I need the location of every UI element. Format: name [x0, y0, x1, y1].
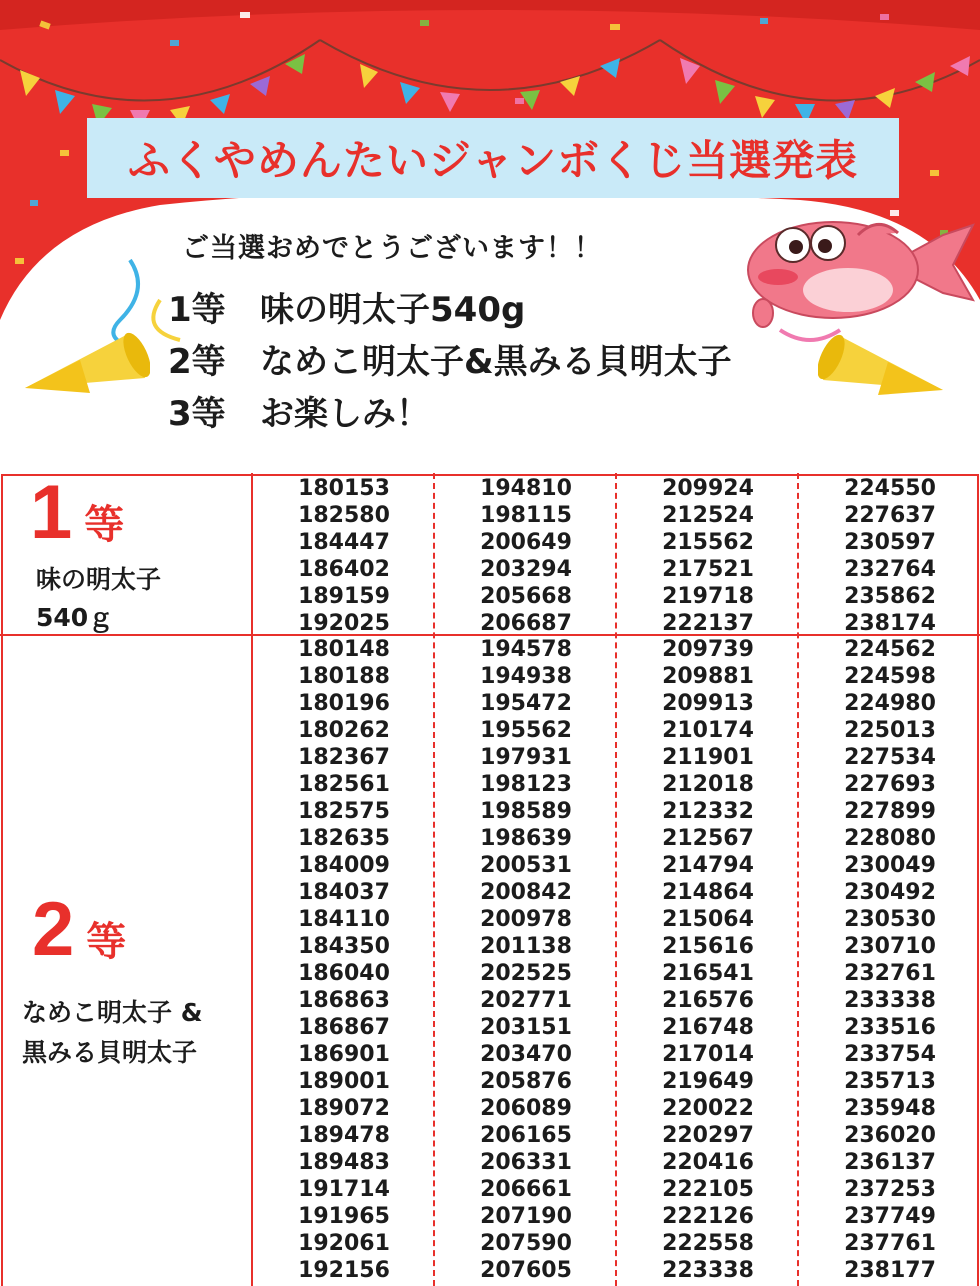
winning-number: 207605 — [480, 1258, 572, 1283]
winning-number: 216748 — [662, 1015, 754, 1040]
winning-number: 192156 — [298, 1258, 390, 1283]
winning-number: 182561 — [298, 772, 390, 797]
winning-number: 217014 — [662, 1042, 754, 1067]
winning-number: 206089 — [480, 1096, 572, 1121]
tier-1-number-column — [436, 475, 616, 637]
winning-number: 184037 — [298, 880, 390, 905]
page-title: ふくやめんたいジャンボくじ当選発表 — [127, 136, 859, 185]
winning-number: 194810 — [480, 476, 572, 501]
winning-number: 215616 — [662, 934, 754, 959]
winning-number: 180262 — [298, 718, 390, 743]
tier-2-prize-name — [22, 993, 203, 1073]
winning-number: 230710 — [844, 934, 936, 959]
prize-rank: 3等 — [168, 394, 226, 434]
winning-number: 200531 — [480, 853, 572, 878]
winning-number: 219718 — [662, 584, 754, 609]
winning-number: 198639 — [480, 826, 572, 851]
winning-number: 200842 — [480, 880, 572, 905]
tier-kanji: 等 — [84, 503, 125, 547]
prize-description: お楽しみ！ — [260, 394, 430, 434]
winning-number: 230597 — [844, 530, 936, 555]
tier-1-number-column — [800, 475, 980, 637]
winning-number: 180196 — [298, 691, 390, 716]
winning-number: 217521 — [662, 557, 754, 582]
winning-number: 209913 — [662, 691, 754, 716]
winning-number: 182635 — [298, 826, 390, 851]
winning-number: 216541 — [662, 961, 754, 986]
winning-number: 203470 — [480, 1042, 572, 1067]
winning-number: 201138 — [480, 934, 572, 959]
winning-number: 238177 — [844, 1258, 936, 1283]
tier-number: 1 — [30, 470, 73, 555]
winning-number: 220022 — [662, 1096, 754, 1121]
winning-number: 186901 — [298, 1042, 390, 1067]
winning-number: 222105 — [662, 1177, 754, 1202]
prize-description: なめこ明太子&黒みる貝明太子 — [260, 342, 732, 382]
tier-1-number-column — [618, 475, 798, 637]
winning-number: 230530 — [844, 907, 936, 932]
winning-number: 189001 — [298, 1069, 390, 1094]
winning-number: 180188 — [298, 664, 390, 689]
winning-number: 205668 — [480, 584, 572, 609]
tier-1-heading — [30, 469, 124, 556]
winning-number: 219649 — [662, 1069, 754, 1094]
prize-name-line: 黒みる貝明太子 — [22, 1038, 198, 1067]
winning-number: 206165 — [480, 1123, 572, 1148]
prize-name-line: 540ｇ — [36, 603, 114, 632]
prize-description: 味の明太子540g — [260, 290, 526, 330]
winning-number: 215562 — [662, 530, 754, 555]
winning-number: 186863 — [298, 988, 390, 1013]
winning-number: 191714 — [298, 1177, 390, 1202]
winning-number: 212332 — [662, 799, 754, 824]
party-popper-left-icon — [20, 318, 150, 418]
winning-number: 233754 — [844, 1042, 936, 1067]
winning-number: 207590 — [480, 1231, 572, 1256]
winning-number: 206687 — [480, 611, 572, 636]
winning-number: 233516 — [844, 1015, 936, 1040]
winning-number: 200649 — [480, 530, 572, 555]
winning-number: 192025 — [298, 611, 390, 636]
winning-number: 220297 — [662, 1123, 754, 1148]
winning-number: 222126 — [662, 1204, 754, 1229]
congrats-message: ご当選おめでとうございます！！ — [182, 233, 602, 264]
winning-number: 207190 — [480, 1204, 572, 1229]
winning-number: 205876 — [480, 1069, 572, 1094]
winning-number: 197931 — [480, 745, 572, 770]
winning-number: 220416 — [662, 1150, 754, 1175]
winning-number: 212567 — [662, 826, 754, 851]
winning-number: 184447 — [298, 530, 390, 555]
winning-number: 232764 — [844, 557, 936, 582]
winning-number: 194938 — [480, 664, 572, 689]
tier-2-number-column — [254, 636, 434, 1284]
winning-number: 237749 — [844, 1204, 936, 1229]
winning-number: 235862 — [844, 584, 936, 609]
winning-number: 209924 — [662, 476, 754, 501]
winning-number: 225013 — [844, 718, 936, 743]
tier-1-number-column — [254, 475, 434, 637]
title-banner — [87, 118, 899, 198]
winning-number: 189159 — [298, 584, 390, 609]
winning-number: 237761 — [844, 1231, 936, 1256]
winning-number: 230049 — [844, 853, 936, 878]
winning-number: 203151 — [480, 1015, 572, 1040]
winning-number: 186040 — [298, 961, 390, 986]
winning-number: 198115 — [480, 503, 572, 528]
winning-number: 228080 — [844, 826, 936, 851]
winning-number: 182367 — [298, 745, 390, 770]
winning-number: 212018 — [662, 772, 754, 797]
winning-number: 182575 — [298, 799, 390, 824]
winning-number: 210174 — [662, 718, 754, 743]
winning-number: 236020 — [844, 1123, 936, 1148]
winning-number: 224980 — [844, 691, 936, 716]
tier-2-number-column — [436, 636, 616, 1284]
tier-2-number-column — [618, 636, 798, 1284]
winning-number: 224550 — [844, 476, 936, 501]
winning-number: 209739 — [662, 637, 754, 662]
winning-number: 202771 — [480, 988, 572, 1013]
winning-number: 186867 — [298, 1015, 390, 1040]
winning-numbers-table — [0, 470, 980, 1286]
tier-kanji: 等 — [86, 920, 127, 964]
winning-number: 206661 — [480, 1177, 572, 1202]
winning-number: 233338 — [844, 988, 936, 1013]
winning-number: 189483 — [298, 1150, 390, 1175]
tier-1-label-cell — [2, 470, 251, 634]
winning-number: 227637 — [844, 503, 936, 528]
column-divider — [251, 473, 253, 1286]
winning-number: 214864 — [662, 880, 754, 905]
winning-number: 195562 — [480, 718, 572, 743]
prize-rank: 2等 — [168, 342, 226, 382]
winning-number: 182580 — [298, 503, 390, 528]
winning-number: 232761 — [844, 961, 936, 986]
winning-number: 212524 — [662, 503, 754, 528]
winning-number: 203294 — [480, 557, 572, 582]
prize-summary-2 — [168, 334, 732, 383]
winning-number: 195472 — [480, 691, 572, 716]
party-popper-right-icon — [818, 320, 948, 420]
winning-number: 238174 — [844, 611, 936, 636]
winning-number: 230492 — [844, 880, 936, 905]
hero-banner — [0, 0, 980, 470]
winning-number: 180153 — [298, 476, 390, 501]
winning-number: 236137 — [844, 1150, 936, 1175]
prize-name-line: 味の明太子 — [36, 565, 162, 594]
tier-2-heading — [32, 886, 126, 973]
winning-number: 222137 — [662, 611, 754, 636]
winning-number: 191965 — [298, 1204, 390, 1229]
winning-number: 189072 — [298, 1096, 390, 1121]
fish-mascot-icon — [738, 205, 978, 335]
winning-number: 184009 — [298, 853, 390, 878]
prize-rank: 1等 — [168, 290, 226, 330]
tier-number: 2 — [32, 887, 75, 972]
prize-summary-3 — [168, 386, 430, 435]
prize-name-line: なめこ明太子 & — [22, 998, 203, 1027]
tier-1-prize-name — [36, 561, 161, 637]
winning-number: 211901 — [662, 745, 754, 770]
winning-number: 202525 — [480, 961, 572, 986]
winning-number: 180148 — [298, 637, 390, 662]
winning-number: 235713 — [844, 1069, 936, 1094]
winning-number: 198589 — [480, 799, 572, 824]
winning-number: 186402 — [298, 557, 390, 582]
winning-number: 227693 — [844, 772, 936, 797]
winning-number: 200978 — [480, 907, 572, 932]
winning-number: 194578 — [480, 637, 572, 662]
winning-number: 237253 — [844, 1177, 936, 1202]
winning-number: 223338 — [662, 1258, 754, 1283]
winning-number: 216576 — [662, 988, 754, 1013]
winning-number: 189478 — [298, 1123, 390, 1148]
winning-number: 227899 — [844, 799, 936, 824]
winning-number: 214794 — [662, 853, 754, 878]
winning-number: 227534 — [844, 745, 936, 770]
winning-number: 224598 — [844, 664, 936, 689]
winning-number: 209881 — [662, 664, 754, 689]
winning-number: 184110 — [298, 907, 390, 932]
tier-2-number-column — [800, 636, 980, 1284]
winning-number: 224562 — [844, 637, 936, 662]
winning-number: 215064 — [662, 907, 754, 932]
tier-2-label-cell — [2, 636, 251, 1284]
winning-number: 222558 — [662, 1231, 754, 1256]
winning-number: 192061 — [298, 1231, 390, 1256]
winning-number: 206331 — [480, 1150, 572, 1175]
winning-number: 198123 — [480, 772, 572, 797]
winning-number: 235948 — [844, 1096, 936, 1121]
winning-number: 184350 — [298, 934, 390, 959]
prize-summary-1 — [168, 282, 525, 331]
